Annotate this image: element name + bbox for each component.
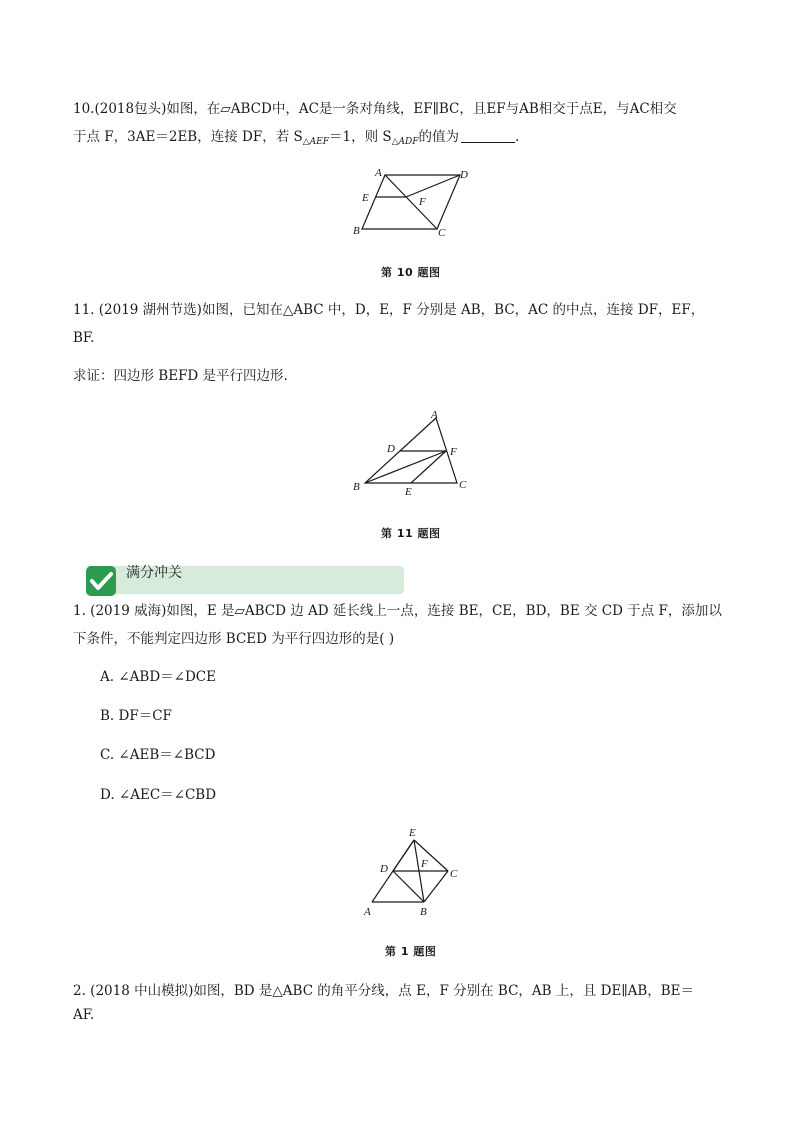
q2-line-2: AF. [73,1007,95,1023]
q1-label-a: A [364,906,371,918]
q10-caption: 第 10 题图 [381,266,441,279]
q10-parallelogram-figure [340,162,480,242]
q10-text-b: ＝1，则 S [329,129,392,145]
q1-option-b[interactable]: B. DF＝CF [100,708,172,724]
q10-label-c: C [438,227,446,239]
q1-label-c: C [450,868,458,880]
q10-sub-adf: △ADF [391,137,419,147]
q1-option-c[interactable]: C. ∠AEB＝∠BCD [100,747,216,763]
q1-label-d: D [380,863,388,875]
q10-text-a: 于点 F，3AE＝2EB，连接 DF，若 S [73,129,303,145]
q1-caption: 第 1 题图 [385,945,437,958]
q11-line-3: 求证：四边形 BEFD 是平行四边形. [73,368,288,384]
q11-label-e: E [405,486,412,498]
q10-label-f: F [419,196,426,208]
q11-triangle-figure [345,404,475,499]
q11-line-2: BF. [73,330,95,346]
q11-caption: 第 11 题图 [381,527,441,540]
q11-label-c: C [459,479,467,491]
q1-line-2: 下条件，不能判定四边形 BCED 为平行四边形的是( ) [73,631,395,647]
q10-line-1: 10.(2018包头)如图，在▱ABCD中，AC是一条对角线，EF∥BC，且EF与AB相交于点E，与AC相交 [73,101,677,117]
check-icon [86,566,116,596]
q11-label-b: B [353,481,360,493]
q2-line-1: 2. (2018 中山模拟)如图，BD 是△ABC 的角平分线，点 E，F 分别在 BC，AB 上，且 DE∥AB，BE＝ [73,983,695,999]
q1-label-e: E [409,827,416,839]
q1-option-d[interactable]: D. ∠AEC＝∠CBD [100,787,217,803]
q11-label-f: F [450,446,457,458]
q10-label-e: E [362,192,369,204]
q11-label-a: A [431,409,438,421]
answer-blank[interactable] [461,129,515,143]
q10-label-d: D [460,169,468,181]
q11-line-1: 11. (2019 湖州节选)如图，已知在△ABC 中，D，E，F 分别是 AB，BC，AC 的中点，连接 DF，EF， [73,302,705,318]
q1-line-1: 1. (2019 威海)如图，E 是▱ABCD 边 AD 延长线上一点，连接 BE，CE，BD，BE 交 CD 于点 F，添加以 [73,603,722,619]
q10-text-c: 的值为 [418,129,460,145]
q1-figure [358,822,468,922]
section-title: 满分冲关 [126,565,182,581]
q10-label-a: A [375,167,382,179]
q10-label-b: B [353,225,360,237]
q1-label-b: B [420,906,427,918]
q1-option-a[interactable]: A. ∠ABD＝∠DCE [100,669,216,685]
q11-label-d: D [387,443,395,455]
q10-text-end: . [515,129,520,145]
q10-sub-aef: △AEF [302,137,329,147]
q10-line-2 [73,127,519,152]
q1-label-f: F [421,858,428,870]
